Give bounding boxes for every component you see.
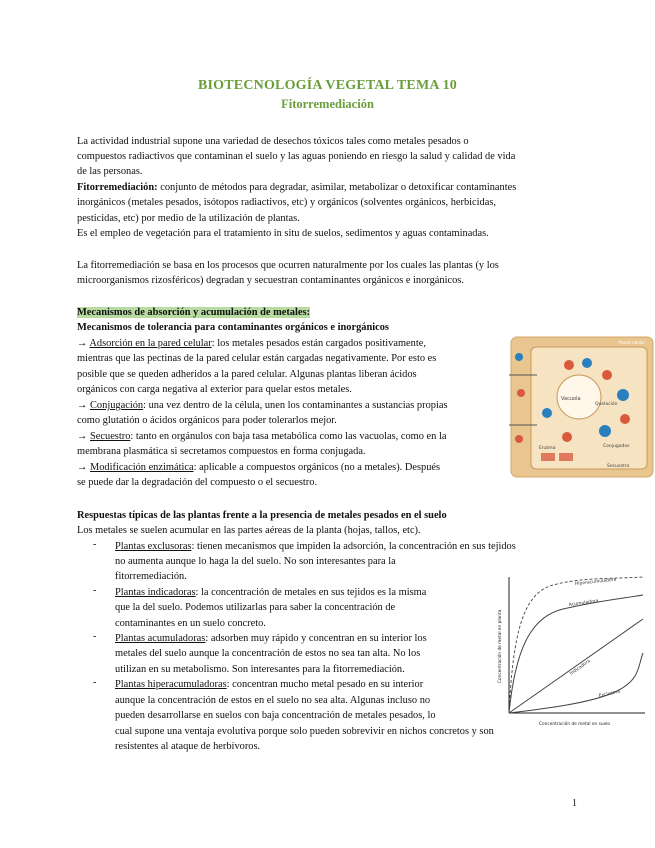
- responses-intro: Los metales se suelen acumular en las partes aéreas de la planta (hojas, tallos, etc).: [77, 525, 421, 536]
- chelation-label: Quelación: [595, 402, 618, 407]
- plant-type-indicator-line-2: que la del suelo. Podemos utilizarlas para saber la concentración de: [115, 602, 396, 613]
- definition-line-2: inorgánicos (metales pesados, isótopos radiactivos, etc) y orgánicos (solventes orgánicos, herbicidas,: [77, 197, 496, 208]
- y-axis-label: Concentración de metal en planta: [498, 609, 503, 683]
- plant-type-hyperaccumulator-line-3: pueden desarrollarse en suelos con baja concentración de metales pesados, lo: [115, 710, 436, 721]
- cell-wall-label: Pared celular: [619, 340, 646, 345]
- plant-type-excluder-line-2: no aumenta aunque lo haga la del suelo. No son interesantes para la: [115, 556, 396, 567]
- curve-accumulator: [509, 595, 643, 713]
- mechanism-sequestration: → Secuestro: tanto en orgánulos con baja tasa metabólica como las vacuolas, como en la: [77, 431, 447, 442]
- sequestration-label: Secuestro: [607, 464, 630, 469]
- bullet-dash: -: [93, 539, 97, 550]
- plant-type-excluder-line-3: fitorremediación.: [115, 571, 187, 582]
- bullet-dash: -: [93, 631, 97, 642]
- plant-type-accumulator-line-2: metales del suelo aunque la concentración de estos no sea tan alta. No los: [115, 648, 421, 659]
- curve-indicator: [509, 619, 643, 713]
- mechanism-enzymatic: → Modificación enzimática: aplicable a compuestos orgánicos (no a metales). Después: [77, 462, 441, 473]
- definition-term: Fitorremediación:: [77, 182, 158, 193]
- plant-type-accumulator-line-3: utilizan en su metabolismo. Son interesantes para la fitorremediación.: [115, 664, 405, 675]
- enzyme-label: Enzima: [539, 446, 556, 451]
- mechanisms-heading: Mecanismos de absorción y acumulación de metales:: [77, 307, 311, 318]
- mechanism-conjugation-line-2: como glutatión o ácidos orgánicos para poder tolerarlos mejor.: [77, 415, 337, 426]
- metal-ion-dot: [564, 360, 574, 370]
- plant-type-excluder: Plantas exclusoras: tienen mecanismos que impiden la adsorción, la concentración en sus tejidos: [115, 541, 516, 552]
- mechanism-adsorption-line-2: mientras que las pectinas de la pared celular están cargadas negativamente. Por esto es: [77, 353, 437, 364]
- intro-line-5: La fitorremediación se basa en los procesos que ocurren naturalmente por los cuales las plantas (y los: [77, 260, 499, 271]
- plant-type-hyperaccumulator: Plantas hiperacumuladoras: concentran mucho metal pesado en su interior: [115, 679, 424, 690]
- mechanism-conjugation: → Conjugación: una vez dentro de la célula, unen los contaminantes a sustancias propias: [77, 400, 448, 411]
- mechanism-adsorption-line-4: orgánicos con carga negativa al exterior para quelar estos metales.: [77, 384, 352, 395]
- mechanism-adsorption: → Adsorción en la pared celular: los metales pesados están cargados positivamente,: [77, 338, 426, 349]
- x-axis-label: Concentración de metal en suelo: [539, 722, 611, 727]
- mechanism-sequestration-line-2: membrana plasmática si secretamos compuestos en forma conjugada.: [77, 446, 366, 457]
- conjugates-label: Conjugados: [603, 444, 630, 449]
- page-subtitle: Fitorremediación: [281, 97, 374, 111]
- cell-mechanisms-figure: [507, 335, 655, 480]
- page-title: BIOTECNOLOGÍA VEGETAL TEMA 10: [197, 78, 458, 93]
- responses-heading: Respuestas típicas de las plantas frente a la presencia de metales pesados en el suelo: [77, 510, 447, 521]
- plant-type-hyperaccumulator-line-2: aunque la concentración de estos en el suelo no sea alta. Algunas incluso no: [115, 695, 431, 706]
- intro-line-1: La actividad industrial supone una variedad de desechos tóxicos tales como metales pesados o: [77, 136, 469, 147]
- label-hyperaccumulator: Hiperacumuladora: [574, 577, 617, 587]
- vacuole-label: Vacuola: [561, 396, 581, 402]
- bullet-dash: -: [93, 585, 97, 596]
- curve-excluder: [509, 653, 643, 713]
- intro-line-3: de las personas.: [77, 166, 143, 177]
- metal-concentration-graph: [493, 573, 648, 731]
- definition-line-3: pesticidas, etc) por medio de la utilización de plantas.: [77, 213, 300, 224]
- plant-type-indicator: Plantas indicadoras: la concentración de metales en sus tejidos es la misma: [115, 587, 427, 598]
- mechanism-enzymatic-line-2: se puede dar la degradación del compuesto o el secuestro.: [77, 477, 318, 488]
- plant-type-accumulator: Plantas acumuladoras: adsorben muy rápido y concentran en su interior los: [115, 633, 427, 644]
- plant-type-hyperaccumulator-line-4: cual supone una ventaja evolutiva porque solo pueden sobrevivir en nichos concretos y son: [115, 726, 494, 737]
- label-indicator: Indicadora: [569, 658, 592, 677]
- definition-line-1: Fitorremediación: conjunto de métodos para degradar, asimilar, metabolizar o detoxificar contaminantes: [77, 182, 517, 193]
- page-number: 1: [572, 798, 577, 809]
- mechanism-adsorption-line-3: posible que se queden adheridos a la pared celular. Algunas plantas liberan ácidos: [77, 369, 417, 380]
- plant-type-hyperaccumulator-line-5: resistentes al ataque de herbívoros.: [115, 741, 261, 752]
- intro-line-6: microorganismos rizosféricos) degradan y secuestran contaminantes orgánicos e inorgánicos.: [77, 275, 464, 286]
- tolerance-heading: Mecanismos de tolerancia para contaminantes orgánicos e inorgánicos: [77, 322, 389, 333]
- label-accumulator: Acumuladora: [568, 598, 599, 608]
- intro-line-4: Es el empleo de vegetación para el tratamiento in situ de suelos, sedimentos y aguas contaminadas.: [77, 228, 489, 239]
- intro-line-2: compuestos radiactivos que contaminan el suelo y las aguas poniendo en riesgo la salud y calidad de vida: [77, 151, 516, 162]
- label-excluder: Exclusora: [598, 689, 621, 699]
- bullet-dash: -: [93, 677, 97, 688]
- plant-type-indicator-line-3: contaminantes en un suelo concreto.: [115, 618, 266, 629]
- curve-hyperaccumulator: [509, 577, 643, 713]
